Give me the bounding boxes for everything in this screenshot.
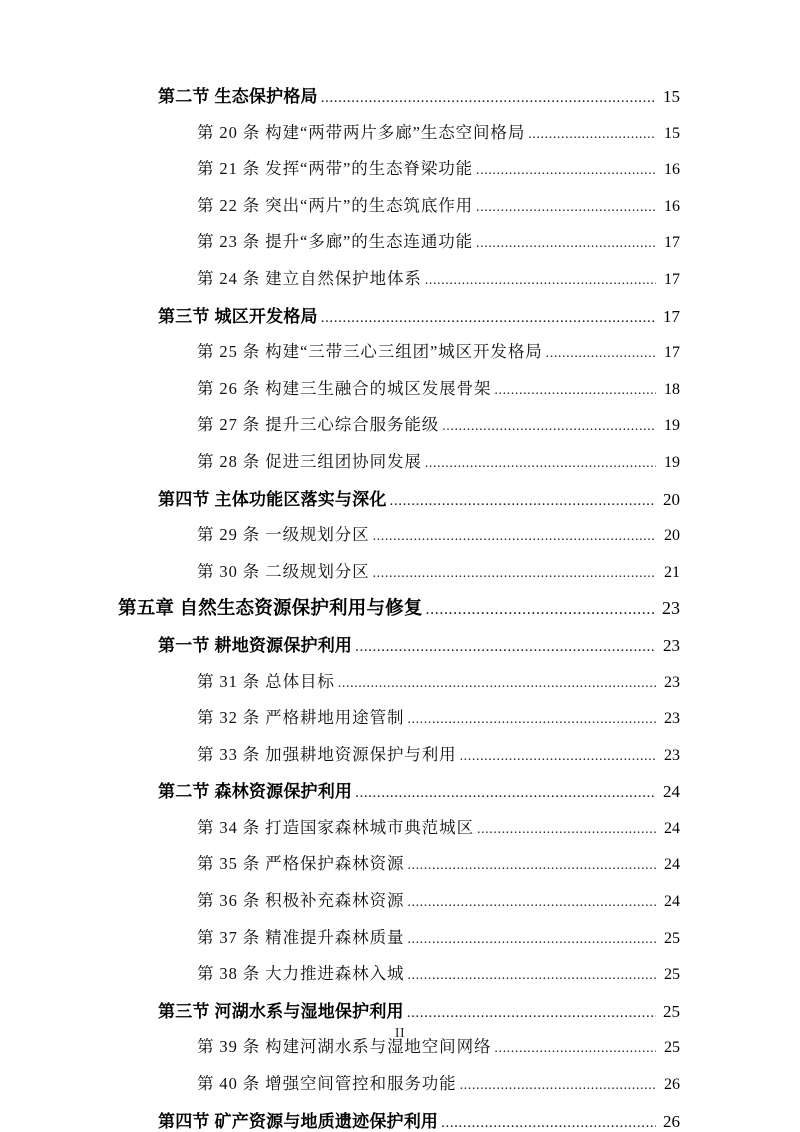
toc-entry-page-number: 26 — [663, 1111, 680, 1131]
dot-leader — [407, 1006, 656, 1022]
toc-entry-title: 第 38 条 大力推进森林入城 — [197, 964, 405, 984]
toc-entry-title: 第三节 河湖水系与湿地保护利用 — [158, 1001, 404, 1021]
toc-entry-article[interactable] — [0, 155, 800, 192]
page-footer — [0, 1024, 800, 1042]
toc-entry-title: 第五章 自然生态资源保护利用与修复 — [118, 597, 423, 619]
dot-leader — [476, 201, 656, 217]
toc-entry-title: 第 31 条 总体目标 — [197, 671, 335, 691]
toc-entry-title: 第 22 条 突出“两片”的生态筑底作用 — [197, 195, 474, 215]
toc-entry-section[interactable] — [0, 1107, 800, 1132]
toc-entry-page-number: 24 — [663, 782, 680, 802]
toc-entry-title: 第 26 条 构建三生融合的城区发展骨架 — [197, 378, 492, 398]
toc-entry-article[interactable] — [0, 119, 800, 156]
dot-leader — [407, 713, 656, 729]
toc-entry-page-number: 23 — [664, 746, 680, 764]
dot-leader — [425, 274, 656, 290]
toc-entry-title: 第 34 条 打造国家森林城市典范城区 — [197, 817, 474, 837]
toc-entry-page-number: 25 — [664, 966, 680, 984]
dot-leader — [442, 420, 656, 436]
toc-entry-title: 第 32 条 严格耕地用途管制 — [197, 708, 405, 728]
toc-entry-article[interactable] — [0, 521, 800, 558]
toc-entry-title: 第 39 条 构建河湖水系与湿地空间网络 — [197, 1037, 492, 1057]
toc-entry-page-number: 18 — [664, 380, 680, 398]
toc-entry-title: 第四节 矿产资源与地质遗迹保护利用 — [158, 1111, 439, 1131]
toc-entry-page-number: 17 — [663, 306, 680, 326]
toc-entry-page-number: 23 — [664, 673, 680, 691]
toc-entry-title: 第三节 城区开发格局 — [158, 306, 318, 326]
toc-entry-page-number: 23 — [663, 635, 680, 655]
toc-entry-page-number: 15 — [663, 87, 680, 106]
toc-entry-article[interactable] — [0, 265, 800, 302]
toc-entry-article[interactable] — [0, 741, 800, 778]
dot-leader — [476, 164, 656, 180]
toc-entry-article[interactable] — [0, 558, 800, 595]
dot-leader — [460, 1079, 656, 1095]
toc-entry-article[interactable] — [0, 887, 800, 924]
toc-entry-article[interactable] — [0, 375, 800, 412]
folio-number: II — [394, 1026, 406, 1041]
toc-entry-page-number: 24 — [664, 856, 680, 874]
toc-entry-page-number: 26 — [664, 1076, 680, 1094]
toc-entry-article[interactable] — [0, 850, 800, 887]
toc-entry-title: 第 29 条 一级规划分区 — [197, 525, 370, 545]
toc-entry-section[interactable] — [0, 485, 800, 522]
toc-entry-article[interactable] — [0, 1070, 800, 1107]
toc-entry-page-number: 16 — [664, 161, 680, 179]
toc-entry-article[interactable] — [0, 228, 800, 265]
toc-entry-page-number: 16 — [664, 197, 680, 215]
dot-leader — [373, 530, 656, 546]
toc-entry-article[interactable] — [0, 704, 800, 741]
toc-entry-title: 第 27 条 提升三心综合服务能级 — [197, 415, 440, 435]
dot-leader — [338, 677, 656, 693]
toc-entry-title: 第 30 条 二级规划分区 — [197, 561, 370, 581]
dot-leader — [494, 384, 656, 400]
toc-entry-article[interactable] — [0, 960, 800, 997]
dot-leader — [407, 933, 656, 949]
toc-entry-page-number: 17 — [664, 234, 680, 252]
toc-entry-page-number: 17 — [664, 344, 680, 362]
dot-leader — [494, 1042, 656, 1058]
toc-entry-title: 第四节 主体功能区落实与深化 — [158, 489, 387, 509]
dot-leader — [476, 237, 656, 253]
dot-leader — [390, 494, 656, 510]
dot-leader — [441, 1116, 656, 1132]
dot-leader — [425, 457, 656, 473]
dot-leader — [546, 347, 656, 363]
toc-entry-section[interactable] — [0, 777, 800, 814]
toc-entry-article[interactable] — [0, 448, 800, 485]
toc-entry-title: 第二节 生态保护格局 — [158, 87, 318, 106]
toc-entry-title: 第二节 森林资源保护利用 — [158, 782, 353, 802]
toc-entry-page-number: 20 — [664, 527, 680, 545]
toc-entry-page-number: 19 — [664, 453, 680, 471]
toc-entry-article[interactable] — [0, 924, 800, 961]
toc-entry-title: 第一节 耕地资源保护利用 — [158, 635, 353, 655]
dot-leader — [528, 128, 656, 144]
toc-entry-title: 第 37 条 精准提升森林质量 — [197, 927, 405, 947]
table-of-contents — [0, 82, 800, 1132]
toc-entry-title: 第 33 条 加强耕地资源保护与利用 — [197, 744, 457, 764]
toc-entry-page-number: 20 — [663, 489, 680, 509]
toc-entry-article[interactable] — [0, 814, 800, 851]
toc-entry-page-number: 17 — [664, 270, 680, 288]
dot-leader — [321, 91, 656, 107]
toc-entry-section[interactable] — [0, 631, 800, 668]
dot-leader — [355, 786, 656, 802]
toc-entry-title: 第 36 条 积极补充森林资源 — [197, 891, 405, 911]
toc-entry-title: 第 35 条 严格保护森林资源 — [197, 854, 405, 874]
toc-entry-title: 第 40 条 增强空间管控和服务功能 — [197, 1074, 457, 1094]
toc-entry-section[interactable] — [0, 302, 800, 339]
toc-entry-page-number: 24 — [664, 893, 680, 911]
toc-entry-title: 第 24 条 建立自然保护地体系 — [197, 268, 422, 288]
toc-entry-page-number: 19 — [664, 417, 680, 435]
dot-leader — [373, 567, 656, 583]
dot-leader — [426, 602, 656, 618]
dot-leader — [407, 896, 656, 912]
toc-entry-page-number: 25 — [664, 929, 680, 947]
toc-entry-section[interactable] — [0, 82, 800, 119]
toc-entry-title: 第 25 条 构建“三带三心三组团”城区开发格局 — [197, 342, 543, 362]
toc-entry-page-number: 15 — [664, 124, 680, 142]
dot-leader — [407, 969, 656, 985]
toc-entry-title: 第 20 条 构建“两带两片多廊”生态空间格局 — [197, 122, 526, 142]
toc-entry-page-number: 23 — [662, 598, 680, 619]
toc-entry-page-number: 25 — [664, 1039, 680, 1057]
toc-entry-page-number: 25 — [663, 1001, 680, 1021]
toc-entry-chapter[interactable] — [0, 594, 800, 631]
toc-entry-article[interactable] — [0, 411, 800, 448]
dot-leader — [321, 311, 656, 327]
toc-entry-article[interactable] — [0, 668, 800, 705]
toc-entry-page-number: 21 — [664, 563, 680, 581]
toc-entry-title: 第 23 条 提升“多廊”的生态连通功能 — [197, 232, 474, 252]
dot-leader — [460, 750, 656, 766]
toc-entry-title: 第 28 条 促进三组团协同发展 — [197, 451, 422, 471]
toc-entry-title: 第 21 条 发挥“两带”的生态脊梁功能 — [197, 159, 474, 179]
toc-entry-article[interactable] — [0, 338, 800, 375]
dot-leader — [355, 640, 656, 656]
toc-entry-page-number: 23 — [664, 710, 680, 728]
toc-entry-page-number: 24 — [664, 819, 680, 837]
toc-entry-article[interactable] — [0, 192, 800, 229]
dot-leader — [477, 823, 656, 839]
dot-leader — [407, 859, 656, 875]
